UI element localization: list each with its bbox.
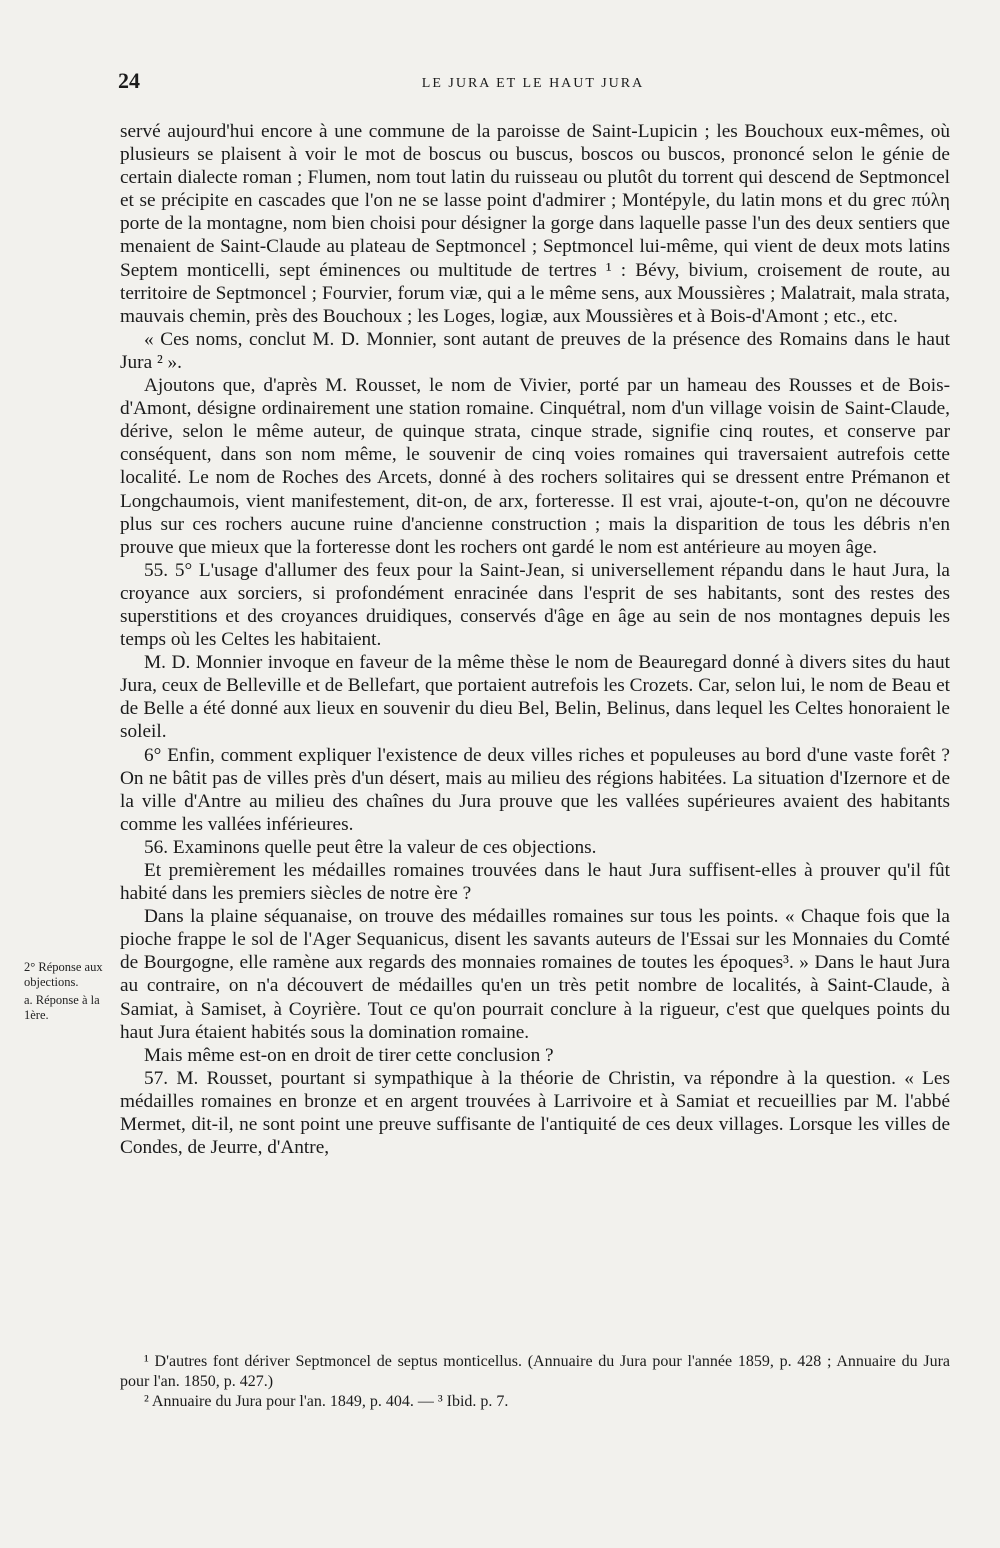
body-text (120, 120, 950, 1159)
paragraph: 6° Enfin, comment expliquer l'existence de deux villes riches et populeuses au bord d'une vaste forêt ? On ne bâtit pas de villes près d'un désert, mais au milieu des régions habitées. La situation d'Izernore et de la ville d'Antre au milieu des chaînes du Jura prouve que les vallées supérieures avaient des habitants comme les vallées inférieures. (120, 744, 950, 835)
paragraph: Mais même est-on en droit de tirer cette conclusion ? (144, 1044, 554, 1066)
footnote: ² Annuaire du Jura pour l'an. 1849, p. 404. — ³ Ibid. p. 7. (144, 1393, 509, 1410)
page-number: 24 (118, 68, 140, 93)
paragraph: 57. M. Rousset, pourtant si sympathique à la théorie de Christin, va répondre à la question. « Les médailles romaines en bronze et en argent trouvées à Larrivoire et à Samiat et recueillies par M. l'abbé Mermet, dit-il, ne sont point une preuve suffisante de l'antiquité de ces deux villages. Lorsque les villes de Condes, de Jeurre, d'Antre, (120, 1067, 950, 1159)
running-title: LE JURA ET LE HAUT JURA (421, 76, 645, 91)
margin-notes (24, 960, 118, 1026)
paragraph: 55. 5° L'usage d'allumer des feux pour la Saint-Jean, si universellement répandu dans le haut Jura, la croyance aux sorciers, si profondément enracinée dans l'esprit de ses habitants, sont des restes des superstitions et des croyances druidiques, conservés d'âge en âge au sein de nos montagnes depuis les temps où les Celtes les habitaient. (120, 559, 950, 651)
margin-note: 2° Réponse aux objections. (24, 960, 103, 989)
margin-note: a. Réponse à la 1ère. (24, 993, 100, 1022)
paragraph: « Ces noms, conclut M. D. Monnier, sont autant de preuves de la présence des Romains dans le haut Jura ² ». (120, 328, 950, 373)
paragraph: 56. Examinons quelle peut être la valeur de ces objections. (144, 836, 597, 858)
paragraph: M. D. Monnier invoque en faveur de la même thèse le nom de Beauregard donné à divers sites du haut Jura, ceux de Belleville et de Bellefart, que portaient autrefois les Crozets. Car, selon lui, le nom de Beau et de Belle a été donné aux lieux en souvenir du dieu Bel, Belin, Belinus, dans lequel les Celtes honoraient le soleil. (120, 652, 950, 743)
paragraph: Ajoutons que, d'après M. Rousset, le nom de Vivier, porté par un hameau des Rousses et de Bois-d'Amont, désigne ordinairement une station romaine. Cinquétral, nom d'un village voisin de Saint-Claude, dérive, selon le même auteur, de quinque strata, cinque strade, signifie cinq routes, et conserve par conséquent, dans son nom même, le souvenir de cinq voies romaines qui traversaient autrefois cette localité. Le nom de Roches des Arcets, donné à des rochers solitaires qui se dressent entre Prémanon et Longchaumois, vient manifestement, dit-on, de arx, forteresse. Il est vrai, ajoute-t-on, qu'on ne découvre plus sur ces rochers aucune ruine d'ancienne construction ; mais la disparition de tous les débris n'en prouve que mieux que la forteresse dont les rochers ont gardé le nom est antérieure au moyen âge. (120, 375, 950, 558)
footnote: ¹ D'autres font dériver Septmoncel de septus monticellus. (Annuaire du Jura pour l'année 1859, p. 428 ; Annuaire du Jura pour l'an. 1850, p. 427.) (120, 1353, 950, 1390)
paragraph: servé aujourd'hui encore à une commune de la paroisse de Saint-Lupicin ; les Bouchoux eux-mêmes, où plusieurs se plaisent à voir le mot de boscus ou buscus, boscos ou buscos, prononcé selon le génie de certain dialecte roman ; Flumen, nom tout latin du ruisseau ou plutôt du torrent qui descend de Septmoncel et se précipite en cascades que l'on ne se lasse point d'admirer ; Montépyle, du latin mons et du grec πύλη porte de la montagne, nom bien choisi pour désigner la gorge dans laquelle passe l'un des deux sentiers que menaient de Saint-Claude au plateau de Septmoncel ; Septmoncel lui-même, qui vient de deux mots latins Septem monticelli, sept éminences ou multitude de tertres ¹ : Bévy, bivium, croisement de route, au territoire de Septmoncel ; Fourvier, forum viæ, qui a le même sens, aux Moussières ; Malatrait, mala strata, mauvais chemin, près des Bouchoux ; les Loges, logiæ, aux Moussières et à Bois-d'Amont ; etc., etc. (120, 121, 950, 327)
footnotes (120, 1352, 950, 1412)
paragraph: Dans la plaine séquanaise, on trouve des médailles romaines sur tous les points. « Chaque fois que la pioche frappe le sol de l'Ager Sequanicus, disent les savants auteurs de l'Essai sur les Monnaies du Comté de Bourgogne, elle ramène aux regards des monnaies romaines de toutes les époques³. » Dans le haut Jura au contraire, on n'a découvert de médailles qu'en un très petit nombre de localités, à Saint-Claude, à Samiat, à Samiset, à Coyrière. Tout ce qu'on pourrait conclure à la rigueur, c'est que quelques points du haut Jura étaient habités sous la domination romaine. (120, 906, 950, 1043)
page-header (118, 68, 948, 102)
paragraph: Et premièrement les médailles romaines trouvées dans le haut Jura suffisent-elles à prouver qu'il fût habité dans les premiers siècles de notre ère ? (120, 860, 950, 905)
